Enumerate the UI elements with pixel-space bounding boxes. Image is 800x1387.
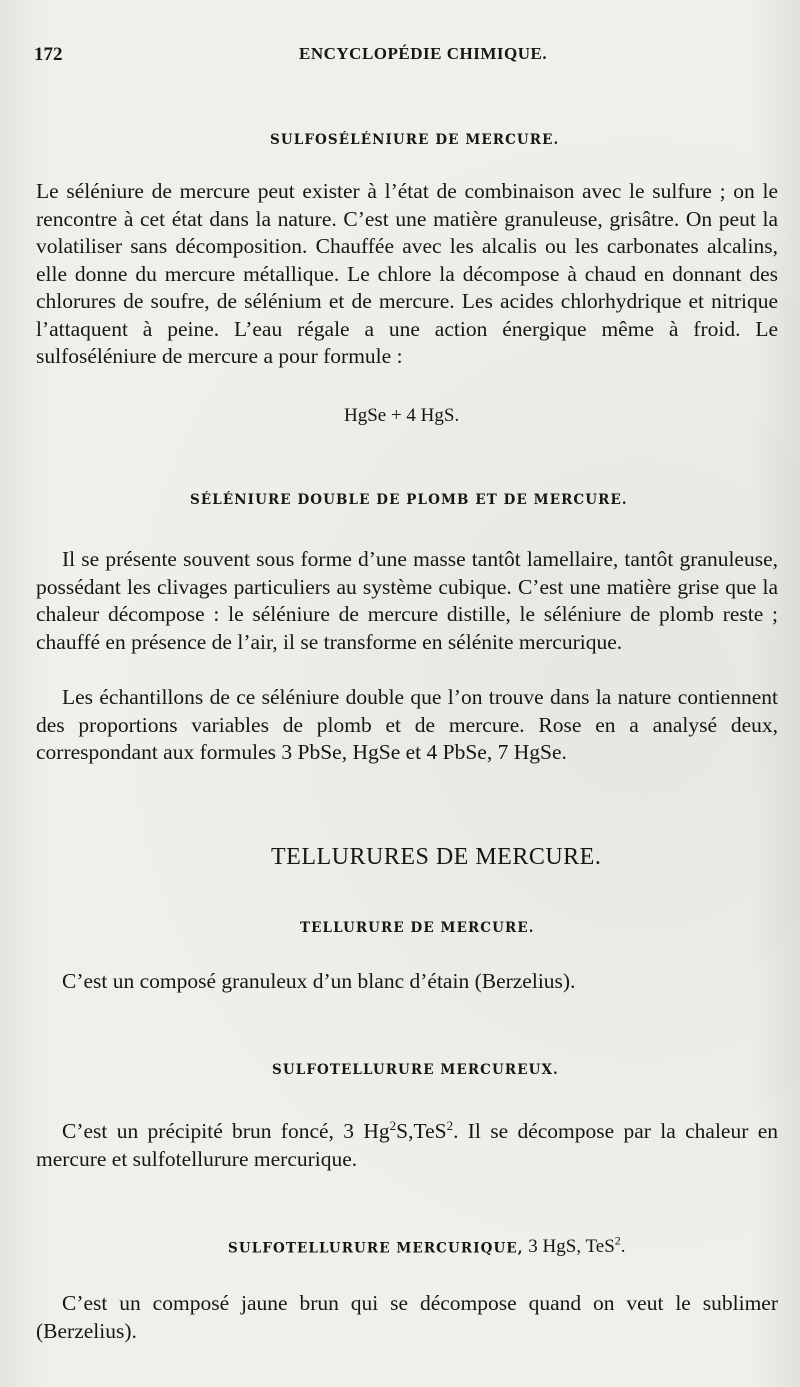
formula-sulfotellurure-mercureux	[343, 1119, 453, 1143]
formula-superscript: 2	[614, 1234, 621, 1248]
formula-sulfoseleniure: HgSe + 4 HgS.	[344, 405, 460, 426]
paragraph-seleniure-double-2: Les échantillons de ce séléniure double que l’on trouve dans la nature contiennent des proportions variables de plomb et de mercure. Rose en a analysé deux, correspondant aux formules 3 PbSe, HgSe et 4 PbSe, 7 HgSe.	[36, 685, 778, 764]
paragraph-sulfotellurure-mercureux	[36, 1112, 778, 1173]
formula-superscript: 2	[446, 1118, 454, 1133]
paragraph-sulfotellurure-mercurique: C’est un composé jaune brun qui se décompose quand on veut le sublimer (Berzelius).	[36, 1291, 778, 1343]
formula-part: 3 HgS, TeS	[523, 1236, 615, 1258]
paragraph-text-start: C’est un précipité brun foncé,	[62, 1119, 344, 1144]
heading-text: SULFOTELLURURE MERCURIQUE,	[228, 1240, 524, 1257]
page-number: 172	[34, 44, 63, 65]
section-heading-sulfotellurure-mercureux: SULFOTELLURURE MERCUREUX.	[272, 1062, 559, 1078]
page-header	[34, 44, 774, 70]
formula-part: 3 Hg	[343, 1119, 390, 1144]
formula-part: S,TeS	[396, 1119, 447, 1144]
formula-superscript: 2	[389, 1118, 397, 1133]
section-heading-sulfotellurure-mercurique	[228, 1234, 626, 1258]
heading-formula	[524, 1236, 626, 1257]
chapter-heading-tellurures: TELLURURES DE MERCURE.	[271, 844, 602, 870]
section-heading-seleniure-double: SÉLÉNIURE DOUBLE DE PLOMB ET DE MERCURE.	[190, 492, 628, 508]
paragraph-tellurure: C’est un composé granuleux d’un blanc d’étain (Berzelius).	[62, 969, 576, 993]
paragraph-seleniure-double-1: Il se présente souvent sous forme d’une masse tantôt lamellaire, tantôt granuleuse, possédant les clivages particuliers au système cubique. C’est une matière grise que la chaleur décompose : le séléniure de mercure distille, le séléniure de plomb reste ; chauffé en présence de l’air, il se transforme en sélénite mercurique.	[36, 547, 778, 654]
paragraph-sulfoseleniure: Le séléniure de mercure peut exister à l’état de combinaison avec le sulfure ; on le rencontre à cet état dans la nature. C’est une matière granuleuse, grisâtre. On peut la volatiliser sans décomposition. Chauffée avec les alcalis ou les carbonates alcalins, elle donne du mercure métallique. Le chlore la décompose à chaud en donnant des chlorures de soufre, de sélénium et de mercure. Les acides chlorhydrique et nitrique l’attaquent à peine. L’eau régale a une action énergique même à froid. Le sulfoséléniure de mercure a pour formule :	[36, 179, 778, 368]
formula-part: .	[620, 1236, 626, 1258]
running-head: ENCYCLOPÉDIE CHIMIQUE.	[299, 44, 548, 63]
paragraph-text-end: . Il se décompose par la chaleur en mercure et sulfotellurure mercurique.	[36, 1119, 779, 1171]
section-heading-tellurure: TELLURURE DE MERCURE.	[300, 920, 535, 936]
section-heading-sulfoseleniure: SULFOSÉLÉNIURE DE MERCURE.	[270, 132, 560, 148]
